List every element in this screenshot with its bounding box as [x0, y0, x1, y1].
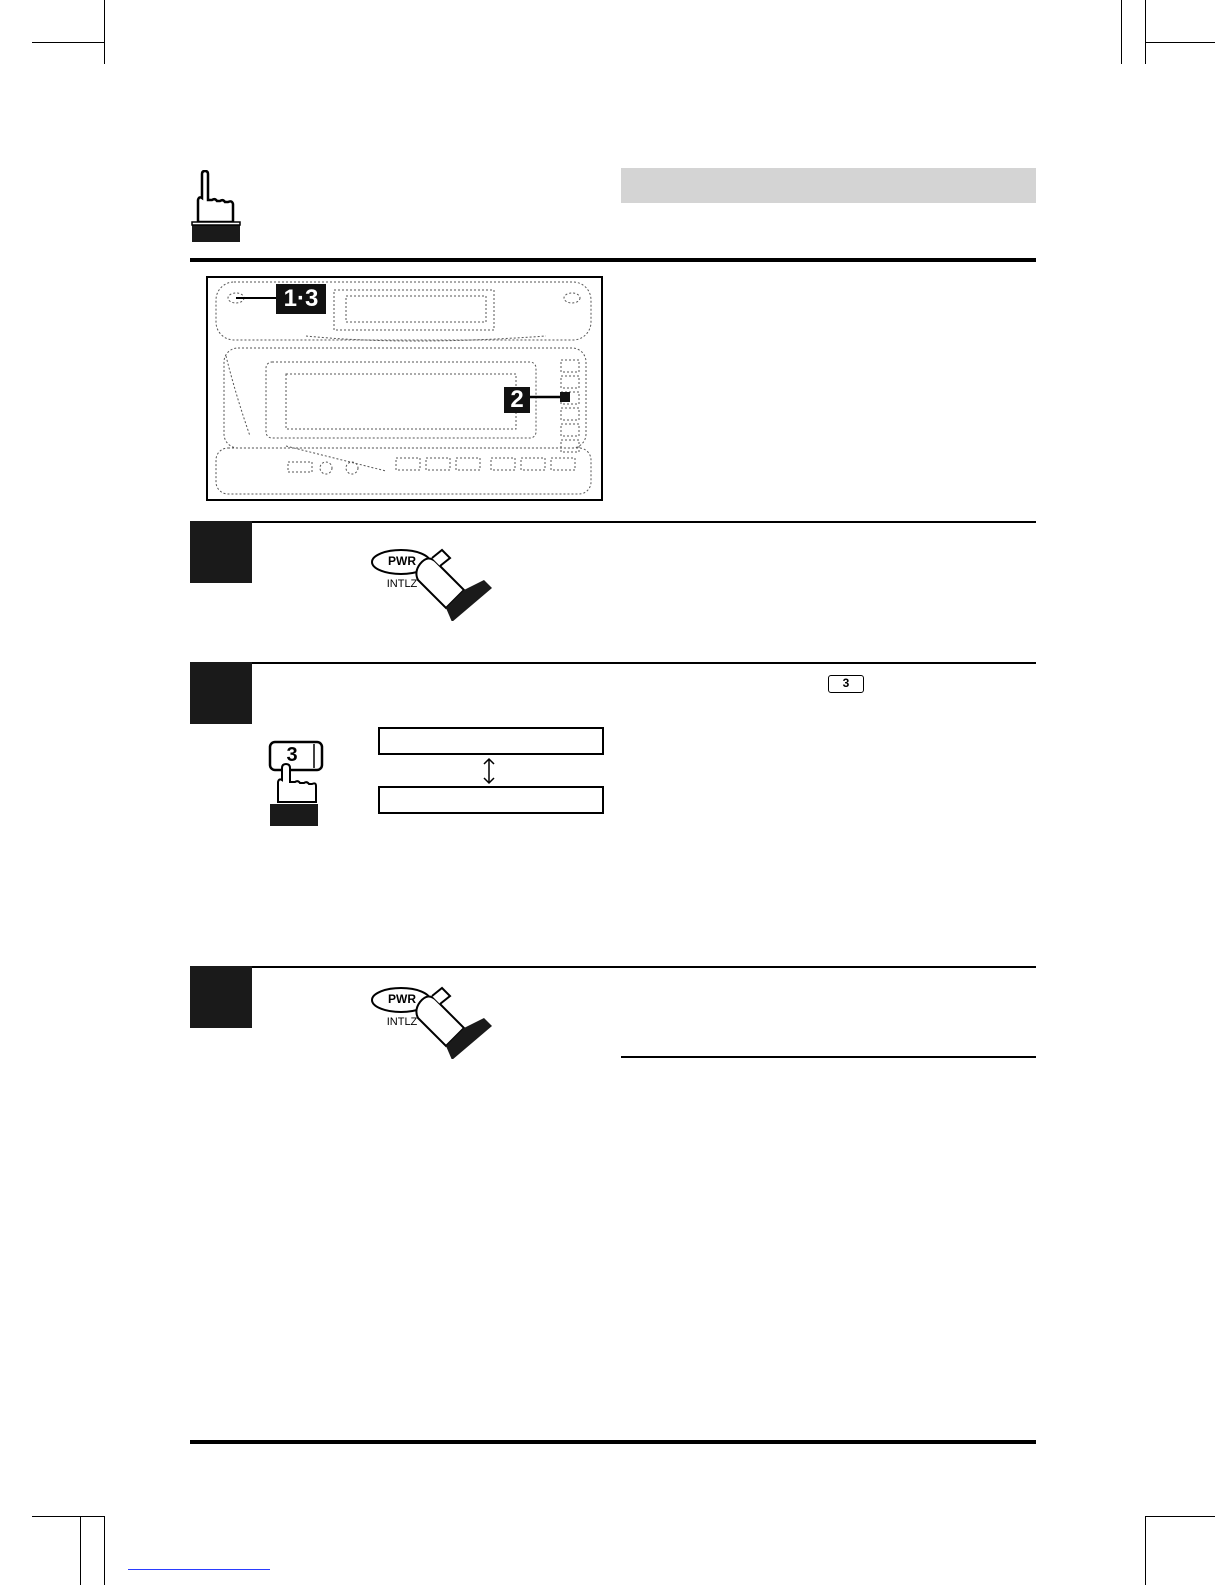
- pwr-button-sublabel: INTLZ: [386, 1016, 418, 1028]
- crop-mark: [104, 0, 105, 64]
- header-rule: [190, 258, 1036, 262]
- section-title-bar: [621, 168, 1036, 203]
- crop-mark: [32, 1516, 104, 1517]
- pointing-hand-icon: [190, 170, 246, 246]
- display-option-bottom: [378, 786, 604, 814]
- crop-mark: [1145, 0, 1146, 64]
- callout-label-top: 1·3: [276, 284, 326, 314]
- crop-mark: [104, 1516, 105, 1585]
- step-number-box: [190, 966, 252, 1028]
- crop-mark: [1145, 1516, 1215, 1517]
- footer-link-underline[interactable]: [128, 1569, 270, 1570]
- step-rule: [190, 966, 1036, 968]
- head-unit-figure: [206, 276, 603, 501]
- crop-mark: [1145, 42, 1215, 43]
- pwr-button-label: PWR: [388, 554, 416, 568]
- pwr-button-label: PWR: [388, 992, 416, 1006]
- crop-mark: [80, 1516, 81, 1585]
- step-rule: [190, 662, 1036, 664]
- key-3-label: 3: [286, 744, 298, 766]
- callout-label-right: 2: [504, 387, 530, 413]
- updown-arrow-icon: [482, 757, 496, 785]
- step-number-box: [190, 662, 252, 724]
- crop-mark: [1145, 1516, 1146, 1585]
- inline-key-3: 3: [828, 675, 864, 693]
- crop-mark: [1121, 0, 1122, 64]
- footer-rule: [190, 1440, 1036, 1444]
- step-rule: [190, 521, 1036, 523]
- step-number-box: [190, 521, 252, 583]
- display-option-top: [378, 727, 604, 755]
- crop-mark: [32, 42, 104, 43]
- section-end-rule: [621, 1056, 1036, 1058]
- pwr-button-sublabel: INTLZ: [386, 578, 418, 590]
